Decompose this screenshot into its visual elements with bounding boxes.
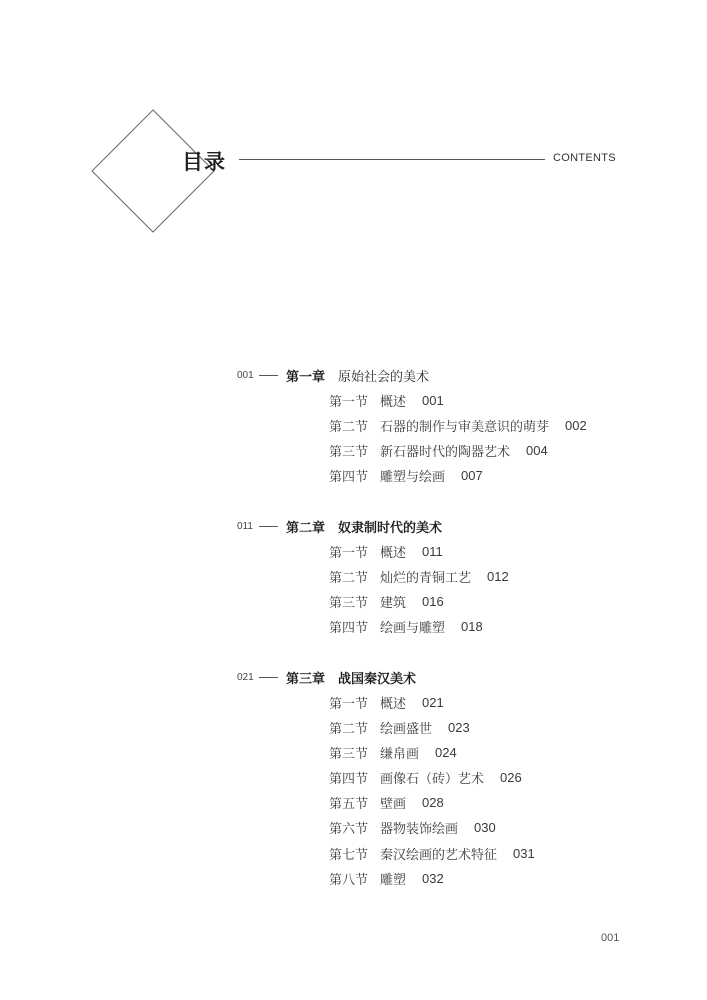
- section-page: 021: [422, 694, 444, 710]
- section-page: 002: [565, 417, 587, 433]
- section-page: 032: [422, 870, 444, 886]
- section-title: 绘画盛世: [380, 721, 433, 737]
- section-title: 建筑: [380, 595, 407, 611]
- section-entry[interactable]: [329, 843, 535, 863]
- section-title: 新石器时代的陶器艺术: [380, 444, 511, 460]
- chapter-title: 原始社会的美术: [338, 369, 430, 385]
- section-entry[interactable]: [329, 792, 444, 812]
- section-page: 011: [422, 543, 443, 559]
- section-title: 石器的制作与审美意识的萌芽: [380, 419, 550, 435]
- section-number: 第四节: [329, 771, 369, 787]
- chapter-title: 奴隶制时代的美术: [338, 520, 443, 536]
- section-number: 第七节: [329, 847, 369, 863]
- section-title: 灿烂的青铜工艺: [380, 570, 472, 586]
- section-number: 第一节: [329, 394, 369, 410]
- section-title: 秦汉绘画的艺术特征: [380, 847, 498, 863]
- section-entry[interactable]: [329, 692, 444, 712]
- section-number: 第三节: [329, 444, 369, 460]
- section-title: 概述: [380, 394, 407, 410]
- section-title: 绘画与雕塑: [380, 620, 446, 636]
- section-entry[interactable]: [329, 767, 522, 787]
- section-page: 028: [422, 794, 444, 810]
- section-page: 024: [435, 744, 457, 760]
- section-number: 第八节: [329, 872, 369, 888]
- chapter-page: 021: [237, 671, 254, 683]
- title-divider: [239, 159, 545, 160]
- section-title: 概述: [380, 696, 407, 712]
- section-entry[interactable]: [329, 817, 496, 837]
- section-title: 雕塑与绘画: [380, 469, 446, 485]
- section-page: 012: [487, 568, 509, 584]
- chapter-title: 战国秦汉美术: [338, 671, 417, 687]
- section-number: 第五节: [329, 796, 369, 812]
- section-entry[interactable]: [329, 616, 483, 636]
- section-number: 第一节: [329, 545, 369, 561]
- chapter-entry[interactable]: [237, 516, 442, 536]
- section-number: 第四节: [329, 620, 369, 636]
- section-number: 第二节: [329, 721, 369, 737]
- chapter-number: 第三章: [286, 671, 326, 687]
- chapter-entry[interactable]: [237, 365, 429, 385]
- section-number: 第二节: [329, 570, 369, 586]
- chapter-page: 011: [237, 520, 253, 532]
- section-entry[interactable]: [329, 440, 548, 460]
- section-title: 缣帛画: [380, 746, 420, 762]
- chapter-leader-line: [259, 375, 278, 376]
- section-entry[interactable]: [329, 717, 470, 737]
- section-entry[interactable]: [329, 541, 443, 561]
- page-title: 目录: [182, 150, 226, 174]
- section-page: 030: [474, 819, 496, 835]
- section-page: 031: [513, 845, 535, 861]
- page-number: 001: [601, 932, 620, 944]
- section-page: 018: [461, 618, 483, 634]
- section-entry[interactable]: [329, 742, 457, 762]
- section-number: 第二节: [329, 419, 369, 435]
- chapter-page: 001: [237, 369, 254, 381]
- section-number: 第三节: [329, 746, 369, 762]
- contents-label: CONTENTS: [553, 152, 616, 164]
- section-page: 023: [448, 719, 470, 735]
- chapter-number: 第二章: [286, 520, 326, 536]
- section-title: 壁画: [380, 796, 407, 812]
- section-title: 器物装饰绘画: [380, 821, 459, 837]
- chapter-leader-line: [259, 677, 278, 678]
- section-title: 概述: [380, 545, 407, 561]
- section-title: 画像石（砖）艺术: [380, 771, 485, 787]
- section-number: 第三节: [329, 595, 369, 611]
- section-page: 026: [500, 769, 522, 785]
- section-entry[interactable]: [329, 591, 444, 611]
- chapter-entry[interactable]: [237, 667, 416, 687]
- chapter-leader-line: [259, 526, 278, 527]
- section-page: 004: [526, 442, 548, 458]
- section-number: 第四节: [329, 469, 369, 485]
- section-page: 007: [461, 467, 483, 483]
- chapter-number: 第一章: [286, 369, 326, 385]
- section-entry[interactable]: [329, 465, 483, 485]
- section-title: 雕塑: [380, 872, 407, 888]
- section-number: 第六节: [329, 821, 369, 837]
- section-page: 001: [422, 392, 444, 408]
- section-entry[interactable]: [329, 566, 509, 586]
- section-page: 016: [422, 593, 444, 609]
- section-number: 第一节: [329, 696, 369, 712]
- section-entry[interactable]: [329, 390, 444, 410]
- section-entry[interactable]: [329, 415, 587, 435]
- section-entry[interactable]: [329, 868, 444, 888]
